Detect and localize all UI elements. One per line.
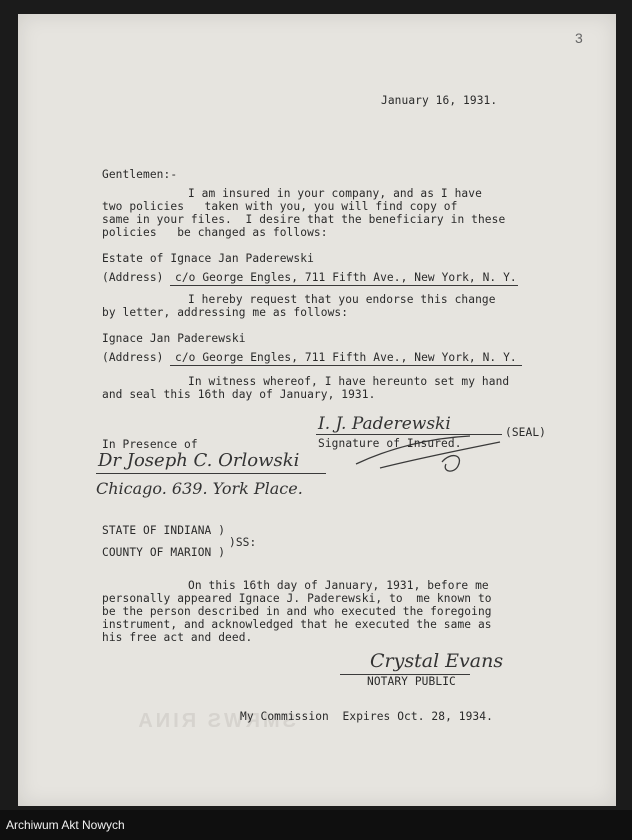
address-label: (Address) xyxy=(102,351,164,364)
address-underline xyxy=(170,365,522,366)
address-underline xyxy=(170,285,518,286)
witness-line xyxy=(96,473,326,474)
document-page xyxy=(18,14,616,806)
notary-signature: Crystal Evans xyxy=(370,650,504,672)
ss-mark: )SS: xyxy=(229,536,257,549)
paragraph4-line3: be the person described in and who executed the foregoing xyxy=(102,605,492,618)
paragraph1-line4: policies be changed as follows: xyxy=(102,226,328,239)
paragraph1-line1: I am insured in your company, and as I have xyxy=(188,187,482,200)
insured-address: c/o George Engles, 711 Fifth Ave., New York, N. Y. xyxy=(175,351,517,364)
in-presence-of: In Presence of xyxy=(102,438,198,451)
letter-date: January 16, 1931. xyxy=(381,94,498,107)
paragraph4-line5: his free act and deed. xyxy=(102,631,253,644)
page-number: 3 xyxy=(575,30,583,46)
paragraph3-line2: and seal this 16th day of January, 1931. xyxy=(102,388,376,401)
paragraph4-line2: personally appeared Ignace J. Paderewski, to me known to xyxy=(102,592,492,605)
paragraph2-line1: I hereby request that you endorse this change xyxy=(188,293,496,306)
signature-line xyxy=(316,434,502,435)
county-line: COUNTY OF MARION ) xyxy=(102,546,226,559)
archive-footer xyxy=(0,810,632,840)
paragraph3-line1: In witness whereof, I have hereunto set my hand xyxy=(188,375,510,388)
state-line: STATE OF INDIANA ) xyxy=(102,524,226,537)
paragraph1-line3: same in your files. I desire that the beneficiary in these xyxy=(102,213,506,226)
notary-caption: NOTARY PUBLIC xyxy=(367,675,456,688)
insured-signature: I. J. Paderewski xyxy=(318,414,451,434)
beneficiary-address: c/o George Engles, 711 Fifth Ave., New York, N. Y. xyxy=(175,271,517,284)
address-label: (Address) xyxy=(102,271,164,284)
salutation: Gentlemen:- xyxy=(102,168,178,181)
witness-address: Chicago. 639. York Place. xyxy=(96,479,303,498)
archive-name: Archiwum Akt Nowych xyxy=(6,818,125,832)
paragraph1-line2: two policies taken with you, you will find copy of xyxy=(102,200,458,213)
seal-mark: (SEAL) xyxy=(505,426,547,439)
addressee: Ignace Jan Paderewski xyxy=(102,332,246,345)
paragraph4-line1: On this 16th day of January, 1931, before me xyxy=(188,579,489,592)
commission-expiry: My Commission Expires Oct. 28, 1934. xyxy=(240,710,493,723)
bleed-through-ghost-text: SMRWS RINA xyxy=(135,710,296,732)
beneficiary: Estate of Ignace Jan Paderewski xyxy=(102,252,314,265)
witness-name: Dr Joseph C. Orlowski xyxy=(98,450,300,471)
signature-caption: Signature of Insured. xyxy=(318,437,462,450)
paragraph4-line4: instrument, and acknowledged that he executed the same as xyxy=(102,618,492,631)
paragraph2-line2: by letter, addressing me as follows: xyxy=(102,306,349,319)
